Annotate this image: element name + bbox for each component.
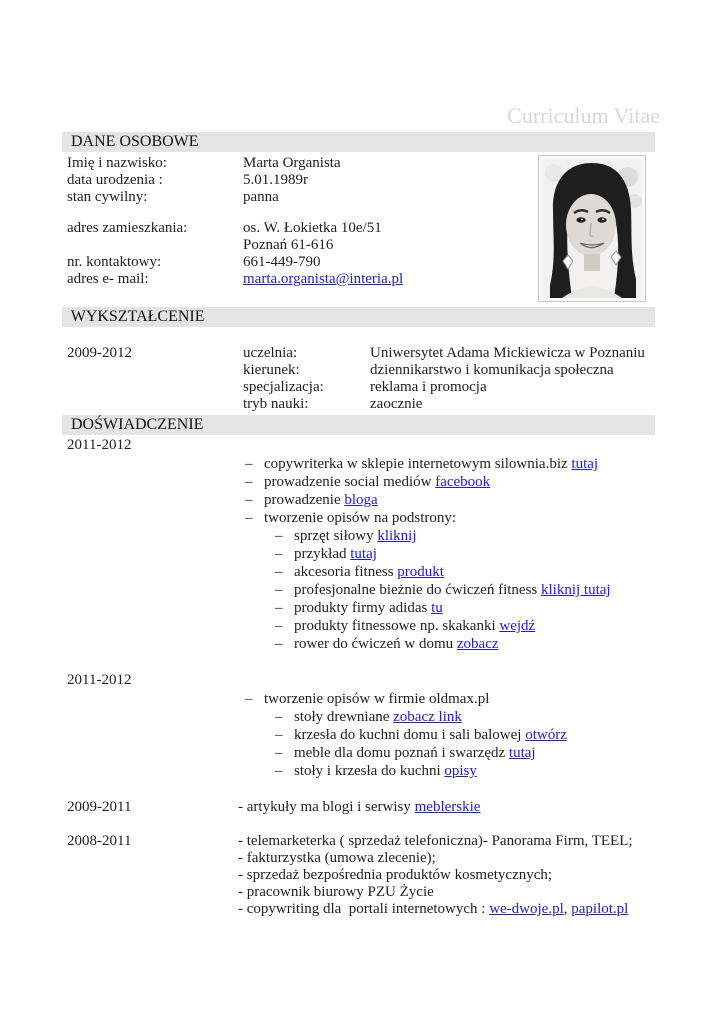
dash-bullet-icon: – xyxy=(275,709,283,725)
sub-list-item xyxy=(275,744,728,762)
link-zobacz[interactable]: zobacz xyxy=(456,636,499,652)
field-value: 5.01.1989r xyxy=(243,172,308,188)
period-label: 2011-2012 xyxy=(67,437,132,453)
list-item xyxy=(245,491,728,509)
list-item xyxy=(245,690,728,708)
field-value: dziennikarstwo i komunikacja społeczna xyxy=(370,362,614,378)
dash-bullet-icon: – xyxy=(275,528,283,544)
page-title: Curriculum Vitae xyxy=(507,103,660,128)
link-opisy[interactable]: opisy xyxy=(444,763,477,779)
link-we-dwoje-pl[interactable]: we-dwoje.pl xyxy=(489,901,564,917)
period-label: 2009-2011 xyxy=(67,799,132,815)
link-tutaj[interactable]: tutaj xyxy=(350,546,377,562)
list-item-text: prowadzenie social mediów facebook xyxy=(264,474,491,490)
education-row xyxy=(67,345,728,362)
period-label: 2008-2011 xyxy=(67,833,132,849)
list-item xyxy=(245,509,728,527)
sub-list-item xyxy=(275,635,728,653)
portrait-photo-icon xyxy=(542,159,642,298)
list-item-text: sprzęt siłowy kliknij xyxy=(294,528,417,544)
field-label: data urodzenia : xyxy=(67,172,163,188)
field-value: Poznań 61-616 xyxy=(243,237,334,253)
field-value: Uniwersytet Adama Mickiewicza w Poznaniu xyxy=(370,345,645,361)
section-header-wyksztalcenie: WYKSZTAŁCENIE xyxy=(62,307,655,327)
sub-list-item xyxy=(275,708,728,726)
section-header-dane-osobowe: DANE OSOBOWE xyxy=(62,132,655,152)
field-label: stan cywilny: xyxy=(67,189,148,205)
dash-bullet-icon: – xyxy=(245,456,253,472)
sub-list-item xyxy=(275,563,728,581)
dash-bullet-icon: – xyxy=(275,636,283,652)
list-item-text: tworzenie opisów w firmie oldmax.pl xyxy=(264,691,490,707)
section-header-doswiadczenie: DOŚWIADCZENIE xyxy=(62,415,655,435)
list-item-text: produkty firmy adidas tu xyxy=(294,600,443,616)
link-papilot-pl[interactable]: papilot.pl xyxy=(571,901,629,917)
list-item-text: prowadzenie bloga xyxy=(264,492,378,508)
dash-bullet-icon: – xyxy=(275,600,283,616)
dash-bullet-icon: – xyxy=(275,763,283,779)
link-wejdz[interactable]: wejdź xyxy=(499,618,536,634)
dash-bullet-icon: – xyxy=(275,618,283,634)
list-item-text: stoły i krzesła do kuchni opisy xyxy=(294,763,477,779)
sub-list-item xyxy=(275,527,728,545)
field-label: adres e- mail: xyxy=(67,271,149,287)
list-item-text: stoły drewniane zobacz link xyxy=(294,709,462,725)
experience-line: - artykuły ma blogi i serwisy meblerskie xyxy=(238,799,481,815)
list-item-text: akcesoria fitness produkt xyxy=(294,564,444,580)
list-item-text: profesjonalne bieżnie do ćwiczeń fitness kliknij tutaj xyxy=(294,582,611,598)
sub-list-item xyxy=(275,726,728,744)
dash-bullet-icon: – xyxy=(275,745,283,761)
dash-bullet-icon: – xyxy=(245,492,253,508)
sub-list-item xyxy=(275,762,728,780)
sub-list-item xyxy=(275,581,728,599)
field-value: reklama i promocja xyxy=(370,379,487,395)
dash-bullet-icon: – xyxy=(245,474,253,490)
link-facebook[interactable]: facebook xyxy=(435,474,491,490)
dash-bullet-icon: – xyxy=(245,691,253,707)
link-otworz[interactable]: otwórz xyxy=(525,727,567,743)
link-kliknij-tutaj[interactable]: kliknij tutaj xyxy=(541,582,611,598)
dash-bullet-icon: – xyxy=(275,582,283,598)
profile-photo xyxy=(538,155,646,302)
education-row xyxy=(67,379,728,396)
sub-list-item xyxy=(275,617,728,635)
field-label: tryb nauki: xyxy=(243,396,309,412)
period-label: 2011-2012 xyxy=(67,672,132,688)
field-label: nr. kontaktowy: xyxy=(67,254,162,270)
field-label: uczelnia: xyxy=(243,345,298,361)
field-value: Marta Organista xyxy=(243,155,341,171)
field-label: kierunek: xyxy=(243,362,300,378)
field-label xyxy=(67,237,243,254)
dash-bullet-icon: – xyxy=(275,546,283,562)
email-link[interactable]: marta.organista@interia.pl xyxy=(243,271,404,287)
field-label: specjalizacja: xyxy=(243,379,324,395)
field-value: 661-449-790 xyxy=(243,254,321,270)
experience-line: - fakturzystka (umowa zlecenie); xyxy=(238,850,436,866)
field-value: panna xyxy=(243,189,279,205)
experience-block xyxy=(67,833,728,918)
experience-line: - pracownik biurowy PZU Życie xyxy=(238,884,434,900)
experience-line: - sprzedaż bezpośrednia produktów kosmetycznych; xyxy=(238,867,553,883)
list-item-text: produkty fitnessowe np. skakanki wejdź xyxy=(294,618,536,634)
list-item-text: krzesła do kuchni domu i sali balowej otwórz xyxy=(294,727,567,743)
dash-bullet-icon: – xyxy=(245,510,253,526)
list-item-text: meble dla domu poznań i swarzędz tutaj xyxy=(294,745,536,761)
period-label: 2009-2012 xyxy=(67,345,132,361)
education-row xyxy=(67,362,728,379)
field-label: Imię i nazwisko: xyxy=(67,155,167,171)
dash-bullet-icon: – xyxy=(275,564,283,580)
education-row xyxy=(67,396,728,413)
dash-bullet-icon: – xyxy=(275,727,283,743)
link-meblerskie[interactable]: meblerskie xyxy=(414,799,481,815)
sub-list-item xyxy=(275,545,728,563)
experience-block xyxy=(67,799,728,816)
link-tu[interactable]: tu xyxy=(431,600,443,616)
list-item-text: przykład tutaj xyxy=(294,546,377,562)
list-item-text: tworzenie opisów na podstrony: xyxy=(264,510,457,526)
link-produkt[interactable]: produkt xyxy=(397,564,444,580)
list-item-text: rower do ćwiczeń w domu zobacz xyxy=(294,636,499,652)
experience-line: - telemarketerka ( sprzedaż telefoniczna)- Panorama Firm, TEEL; xyxy=(238,833,633,849)
link-tutaj[interactable]: tutaj xyxy=(571,456,599,472)
sub-list-item xyxy=(275,599,728,617)
field-value: os. W. Łokietka 10e/51 xyxy=(243,220,382,236)
list-item xyxy=(245,455,728,473)
field-value: zaocznie xyxy=(370,396,423,412)
list-item-text: copywriterka w sklepie internetowym silownia.biz tutaj xyxy=(264,456,599,472)
link-bloga[interactable]: bloga xyxy=(344,492,378,508)
link-zobacz-link[interactable]: zobacz link xyxy=(393,709,462,725)
field-label: adres zamieszkania: xyxy=(67,220,188,236)
list-item xyxy=(245,473,728,491)
link-tutaj[interactable]: tutaj xyxy=(508,745,536,761)
link-kliknij[interactable]: kliknij xyxy=(377,528,417,544)
experience-line: - copywriting dla portali internetowych : we-dwoje.pl, papilot.pl xyxy=(238,901,629,917)
